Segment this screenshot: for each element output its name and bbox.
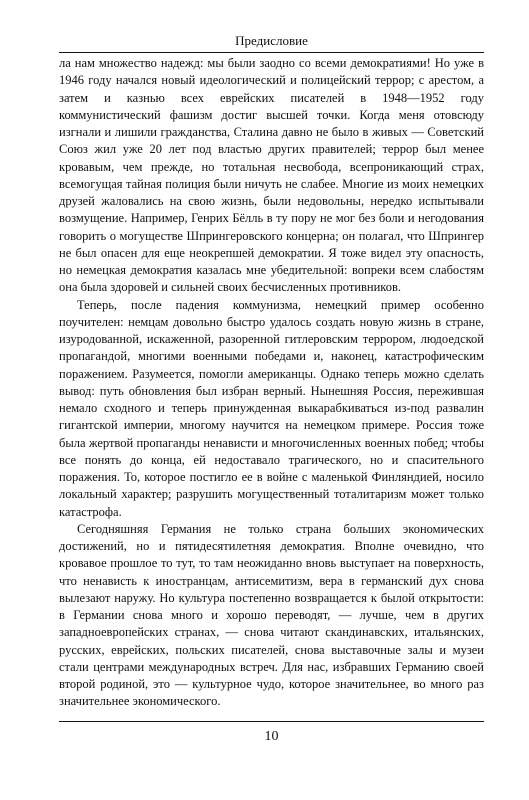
body-text: [59, 55, 484, 711]
running-head: Предисловие: [235, 33, 308, 48]
paragraph-1: ла нам множество надежд: мы были заодно со всеми демократиями! Но уже в 1946 году начался новый идеологический и полицейский террор; с арестом, а затем и казнью всех еврейских писателей в 1948—1952 году коммунистический фашизм достиг высшей точки. Когда меня отовсюду изгнали и лишили гражданства, Сталина давно не было в живых — Советский Союз жил уже 20 лет под властью других правителей; террор был менее кровавым, чем прежде, но тотальная несвобода, всепроникающий страх, всемогущая тайная полиция были ничуть не слабее. Многие из моих немецких друзей жаловались на свою жизнь, были недовольны, нередко испытывали возмущение. Например, Генрих Бёлль в ту пору не мог без боли и негодования говорить о могуществе Шпрингеровского концерна; он полагал, что Шпрингер не был опасен для еще неокрепшей демократии. Я тоже видел эту опасность, но немецкая демократия казалась мне убедительной: вопреки всем слабостям она была здоровей и сильней своих бесчисленных противников.: [59, 56, 484, 295]
header-rule: [59, 52, 484, 53]
page-number: 10: [264, 729, 279, 744]
footer-rule: [59, 721, 484, 722]
paragraph-2: Теперь, после падения коммунизма, немецкий пример особенно поучителен: немцам довольно быстро удалось создать новую жизнь в стране, изуродованной, искаженной, разоренной гитлеровским террором, людоедской пропагандой, многими военными победами и, наконец, катастрофическим поражением. Разумеется, помогли американцы. Однако теперь можно сделать вывод: путь обновления был избран верный. Нынешняя Россия, пережившая немало сходного и теперь принужденная выкарабкиваться из-под развалин гигантской империи, многому научится на немецком примере. Россия тоже была жертвой пропаганды ненависти и многочисленных военных побед; чтобы все понять до конца, ей недоставало трагического, но и спасительного поражения. То, которое постигло ее в войне с маленькой Финляндией, носило локальный характер; разрушить могущественный тоталитаризм может только катастрофа.: [59, 297, 484, 519]
book-page: [59, 0, 484, 800]
paragraph-3: Сегодняшняя Германия не только страна больших экономических достижений, но и пятидесятилетняя демократия. Вполне очевидно, что кровавое прошлое то тут, то там неожиданно вновь выступает на поверхность, что ненависть к иностранцам, антисемитизм, вера в германский дух снова вылезают наружу. Но культура постепенно возвращается к былой открытости: в Германии снова много и хорошо переводят, — лучше, чем в других западноевропейских странах, — снова читают скандинавских, итальянских, русских, еврейских, польских писателей, снова выставочные залы и музеи стали центрами международных встреч. Для нас, избравших Германию своей второй родиной, это — культурное чудо, которое значительнее, во много раз значительнее экономического.: [59, 521, 484, 709]
